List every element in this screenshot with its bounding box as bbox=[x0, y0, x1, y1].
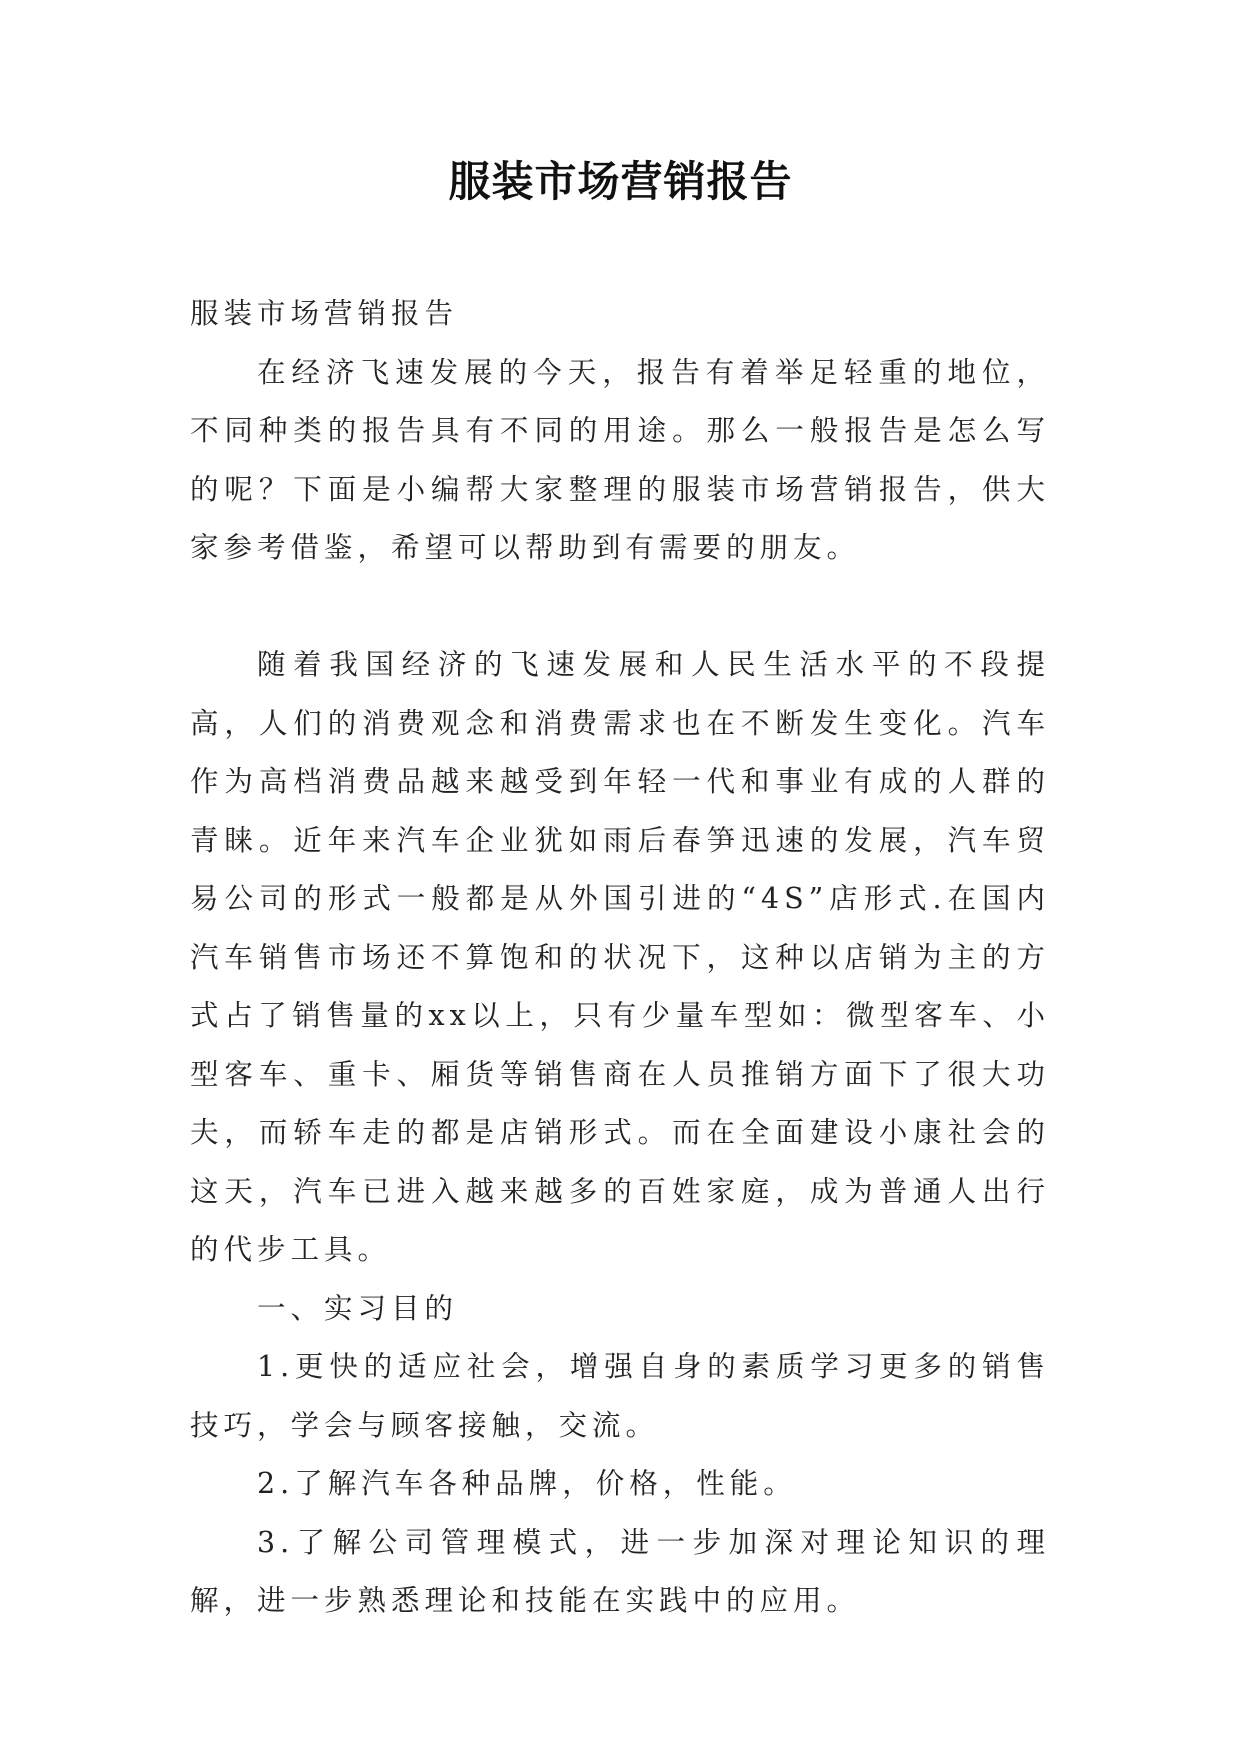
background-paragraph: 随着我国经济的飞速发展和人民生活水平的不段提高，人们的消费观念和消费需求也在不断发生变化。汽车作为高档消费品越来越受到年轻一代和事业有成的人群的青睐。近年来汽车企业犹如雨后春笋迅速的发展，汽车贸易公司的形式一般都是从外国引进的“4S”店形式.在国内汽车销售市场还不算饱和的状况下，这种以店销为主的方式占了销售量的xx以上，只有少量车型如：微型客车、小型客车、重卡、厢货等销售商在人员推销方面下了很大功夫，而轿车走的都是店销形式。而在全面建设小康社会的这天，汽车已进入越来越多的百姓家庭，成为普通人出行的代步工具。 bbox=[190, 648, 1050, 1266]
list-item: 1.更快的适应社会，增强自身的素质学习更多的销售技巧，学会与顾客接触，交流。 bbox=[190, 1350, 1050, 1442]
list-item: 3.了解公司管理模式，进一步加深对理论知识的理解，进一步熟悉理论和技能在实践中的应用。 bbox=[190, 1525, 1050, 1617]
document-body bbox=[190, 285, 1050, 1631]
document-subtitle: 服装市场营销报告 bbox=[190, 297, 459, 330]
list-item: 2.了解汽车各种品牌，价格，性能。 bbox=[257, 1467, 797, 1500]
paragraph-spacer bbox=[190, 578, 1050, 637]
intro-paragraph: 在经济飞速发展的今天，报告有着举足轻重的地位，不同种类的报告具有不同的用途。那么一般报告是怎么写的呢？下面是小编帮大家整理的服装市场营销报告，供大家参考借鉴，希望可以帮助到有需要的朋友。 bbox=[190, 355, 1050, 564]
document-title: 服装市场营销报告 bbox=[448, 157, 793, 206]
section-heading: 一、实习目的 bbox=[257, 1291, 459, 1325]
